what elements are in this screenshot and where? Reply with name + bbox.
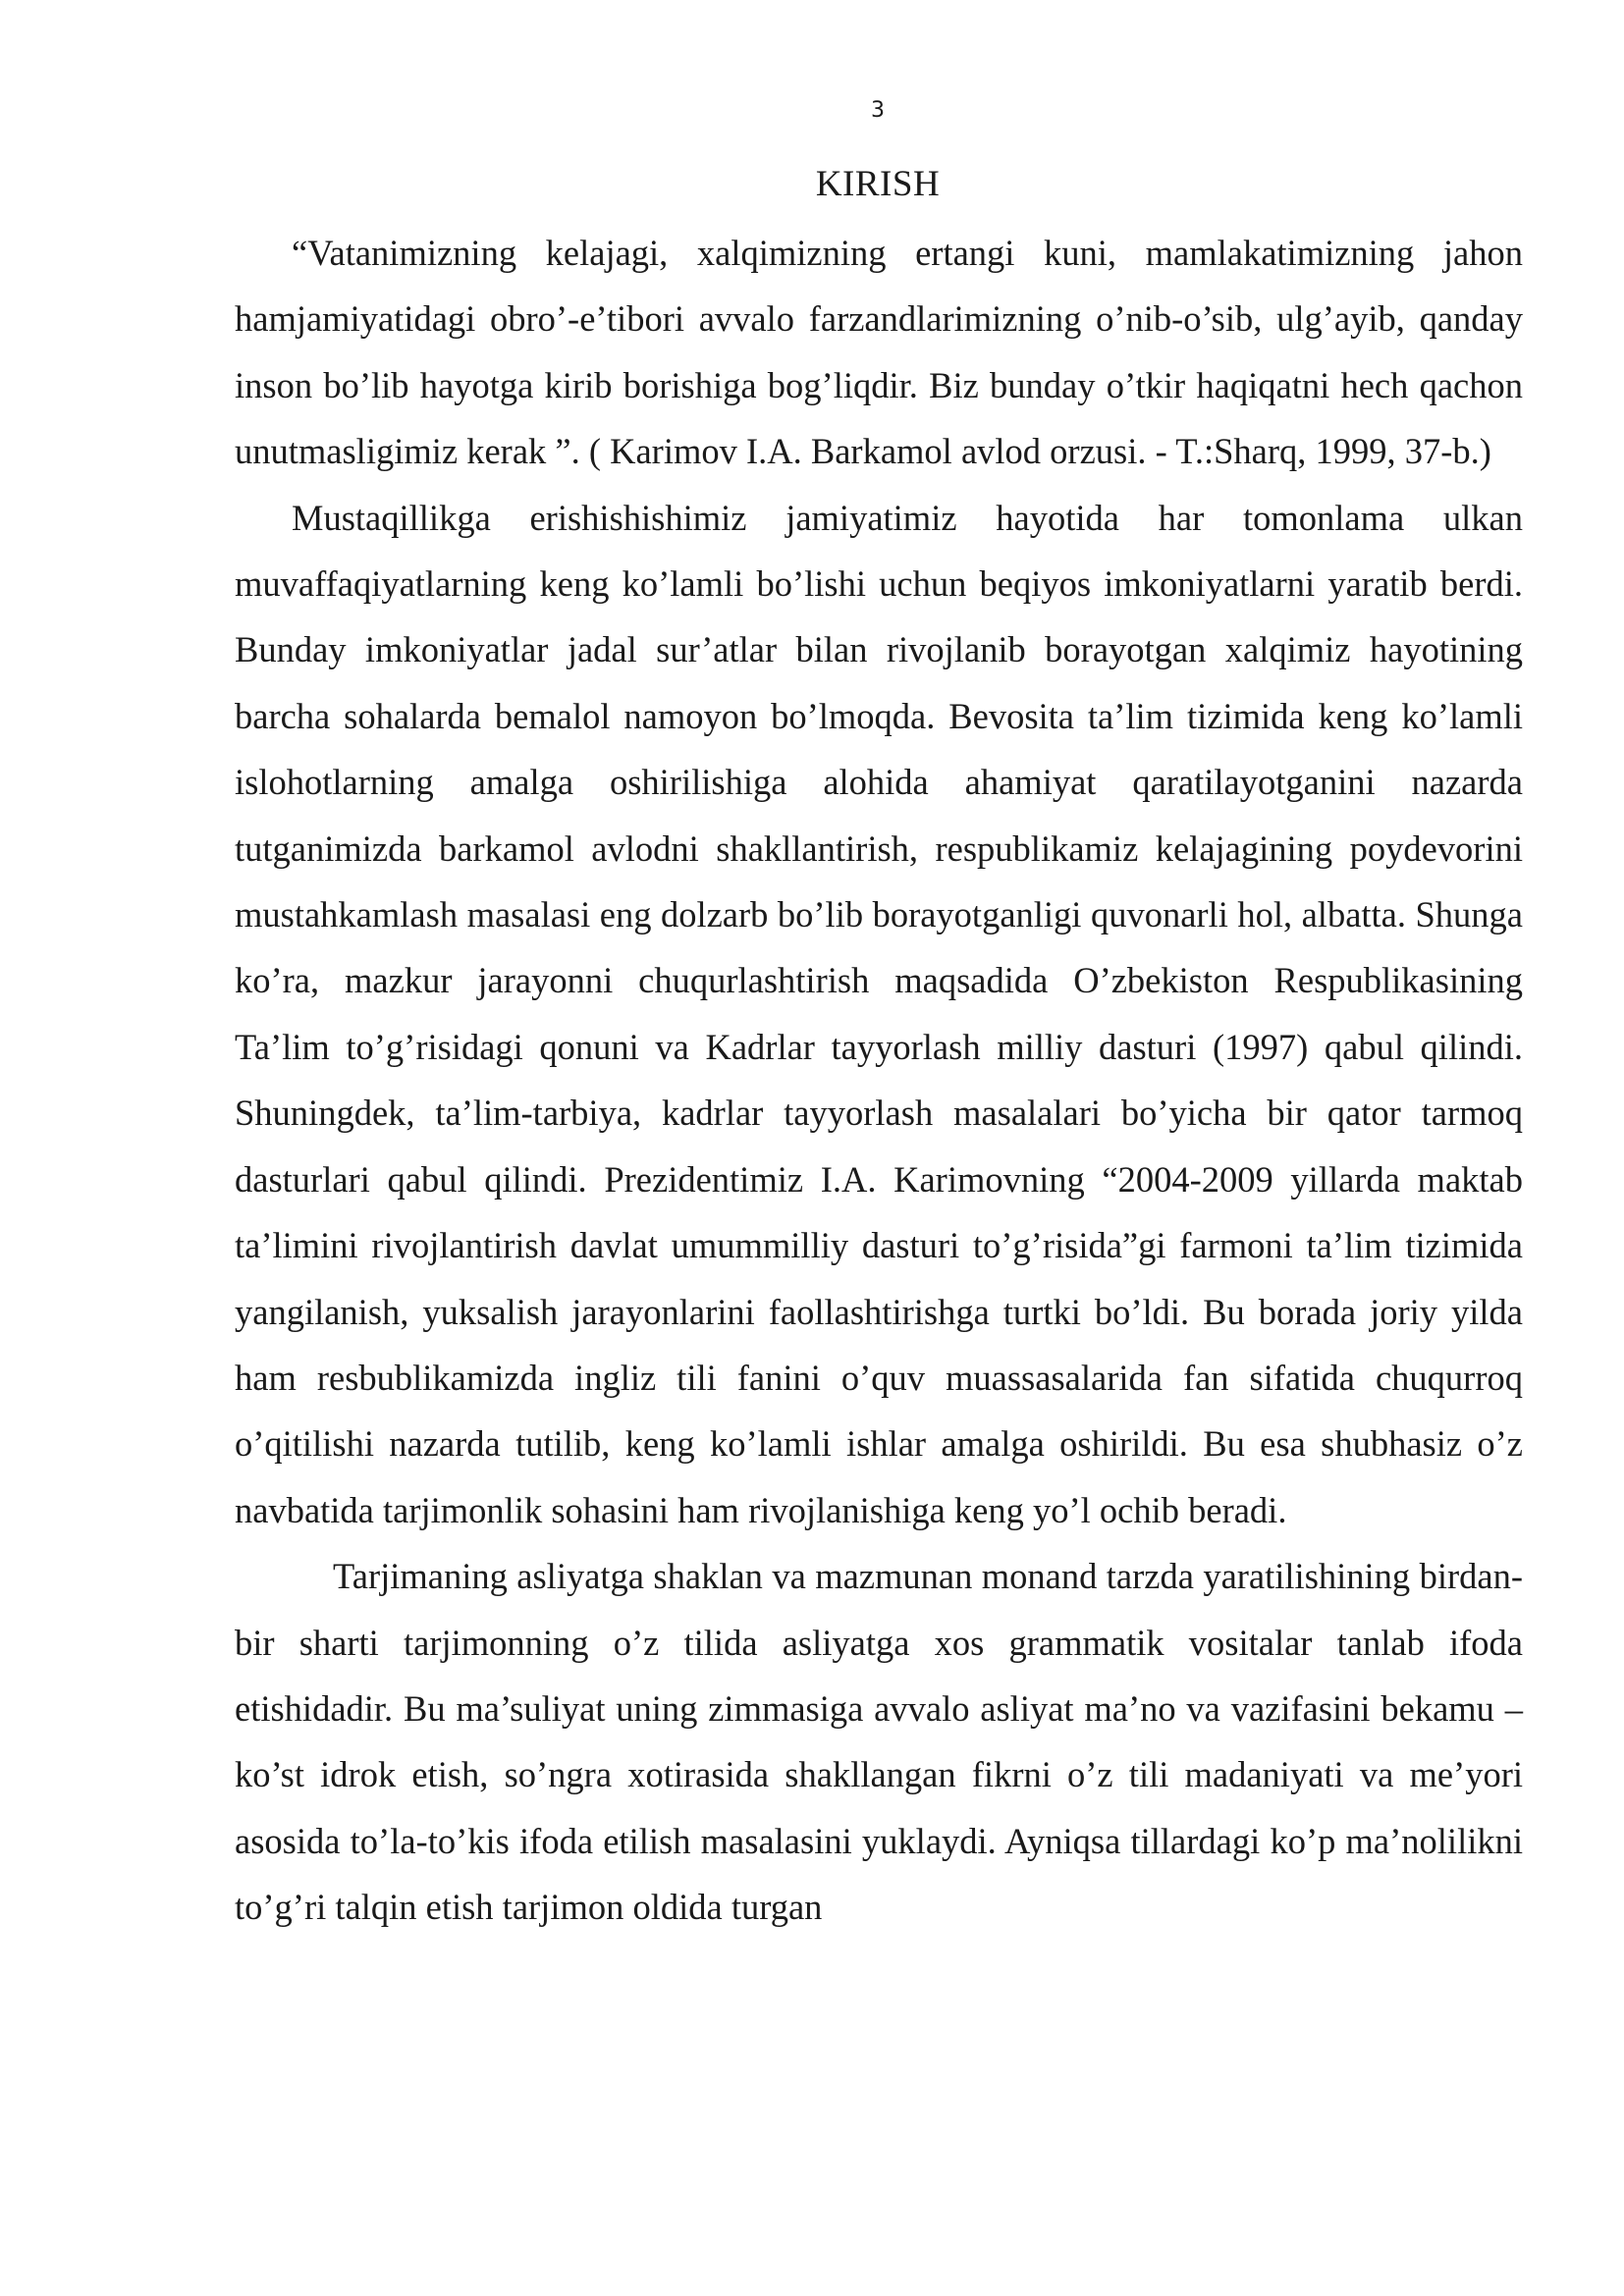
paragraph-translation: Tarjimaning asliyatga shaklan va mazmunan monand tarzda yaratilishining birdan-bir sharti tarjimonning o’z tilida asliyatga xos grammatik vositalar tanlab ifoda etishidadir. Bu ma’suliyat uning zimmasiga avvalo asliyat ma’no va vazifasini bekamu –ko’st idrok etish, so’ngra xotirasida shakllangan fikrni o’z tili madaniyati va me’yori asosida to’la-to’kis ifoda etilish masalasini yuklaydi. Ayniqsa tillardagi ko’p ma’nolilikni to’g’ri talqin etish tarjimon oldida turgan — [235, 1556, 1523, 1928]
paragraph-epigraph: “Vatanimizning kelajagi, xalqimizning ertangi kuni, mamlakatimizning jahon hamjamiyatidagi obro’-e’tibori avvalo farzandlarimizning o’nib-o’sib, ulg’ayib, qanday inson bo’lib hayotga kirib borishiga bog’liqdir. Biz bunday o’tkir haqiqatni hech qachon unutmasligimiz kerak ”. ( Karimov I.A. Barkamol avlod orzusi. - T.:Sharq, 1999, 37-b.) — [235, 233, 1523, 472]
page-heading: KIRISH — [815, 164, 941, 204]
body-text — [235, 220, 1523, 1941]
page-number: 3 — [871, 98, 885, 123]
paragraph-independence: Mustaqillikga erishishishimiz jamiyatimiz hayotida har tomonlama ulkan muvaffaqiyatlarning keng ko’lamli bo’lishi uchun beqiyos imkoniyatlarni yaratib berdi. Bunday imkoniyatlar jadal sur’atlar bilan rivojlanib borayotgan xalqimiz hayotining barcha sohalarda bemalol namoyon bo’lmoqda. Bevosita ta’lim tizimida keng ko’lamli islohotlarning amalga oshirilishiga alohida ahamiyat qaratilayotganini nazarda tutganimizda barkamol avlodni shakllantirish, respublikamiz kelajagining poydevorini mustahkamlash masalasi eng dolzarb bo’lib borayotganligi quvonarli hol, albatta. Shunga ko’ra, mazkur jarayonni chuqurlashtirish maqsadida O’zbekiston Respublikasining Ta’lim to’g’risidagi qonuni va Kadrlar tayyorlash milliy dasturi (1997) qabul qilindi. Shuningdek, ta’lim-tarbiya, kadrlar tayyorlash masalalari bo’yicha bir qator tarmoq dasturlari qabul qilindi. Prezidentimiz I.A. Karimovning “2004-2009 yillarda maktab ta’limini rivojlantirish davlat umummilliy dasturi to’g’risida”gi farmoni ta’lim tizimida yangilanish, yuksalish jarayonlarini faollashtirishga turtki bo’ldi. Bu borada joriy yilda ham resbublikamizda ingliz tili fanini o’quv muassasalarida fan sifatida chuqurroq o’qitilishi nazarda tutilib, keng ko’lamli ishlar amalga oshirildi. Bu esa shubhasiz o’z navbatida tarjimonlik sohasini ham rivojlanishiga keng yo’l ochib beradi. — [235, 497, 1523, 1530]
